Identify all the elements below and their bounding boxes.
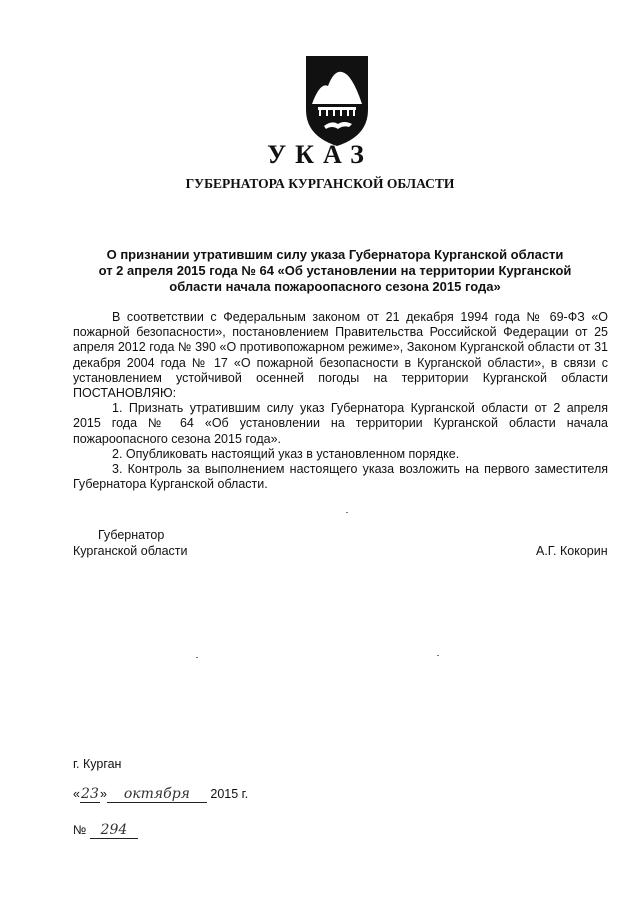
signatory-position-line1: Губернатор xyxy=(98,528,165,542)
item-3-paragraph: 3. Контроль за выполнением настоящего указа возложить на первого заместителя Губернатора Курганской области. xyxy=(73,462,608,492)
scan-dot xyxy=(196,657,198,658)
date-open-quote: « xyxy=(73,787,80,801)
document-subtitle: ГУБЕРНАТОРА КУРГАНСКОЙ ОБЛАСТИ xyxy=(185,176,455,191)
date-month: октября xyxy=(107,786,207,803)
document-title: УКАЗ xyxy=(267,140,373,169)
item-1-paragraph: 1. Признать утратившим силу указ Губернатора Курганской области от 2 апреля 2015 года № 64 «Об установлении на территории Курганской области начала пожароопасного сезона 2015 года». xyxy=(73,401,608,446)
coat-of-arms-icon xyxy=(302,52,372,148)
number-value: 294 xyxy=(90,822,138,839)
number-label: № xyxy=(73,823,87,837)
heading-line: О признании утратившим силу указа Губернатора Курганской области xyxy=(106,247,564,262)
preamble-paragraph: В соответствии с Федеральным законом от 21 декабря 1994 года № 69-ФЗ «О пожарной безопасности», постановлением Правительства Российской Федерации от 25 апреля 2012 года № 390 «О противопожарном режиме», Законом Курганской области от 31 декабря 2004 года № 17 «О пожарной безопасности в Курганской области», в связи с установлением устойчивой осенней погоды на территории Курганской области ПОСТАНОВЛЯЮ: xyxy=(73,310,608,401)
date-day: 23 xyxy=(81,786,99,802)
date-year: 2015 г. xyxy=(210,787,249,801)
item-2-paragraph: 2. Опубликовать настоящий указ в установленном порядке. xyxy=(112,446,460,461)
scan-dot xyxy=(437,655,439,656)
signatory-position-line2: Курганской области xyxy=(73,544,188,558)
date-close-quote: » xyxy=(99,787,107,801)
signatory-name: А.Г. Кокорин xyxy=(536,544,608,558)
scan-dot xyxy=(346,512,348,513)
decree-body xyxy=(73,310,608,492)
issue-date xyxy=(73,786,273,810)
heading-line: области начала пожароопасного сезона 2015 года» xyxy=(169,279,501,294)
decree-number xyxy=(73,822,173,846)
heading-line: от 2 апреля 2015 года № 64 «Об установлении на территории Курганской xyxy=(98,263,572,278)
decree-heading xyxy=(95,247,575,295)
issue-city: г. Курган xyxy=(73,757,122,771)
